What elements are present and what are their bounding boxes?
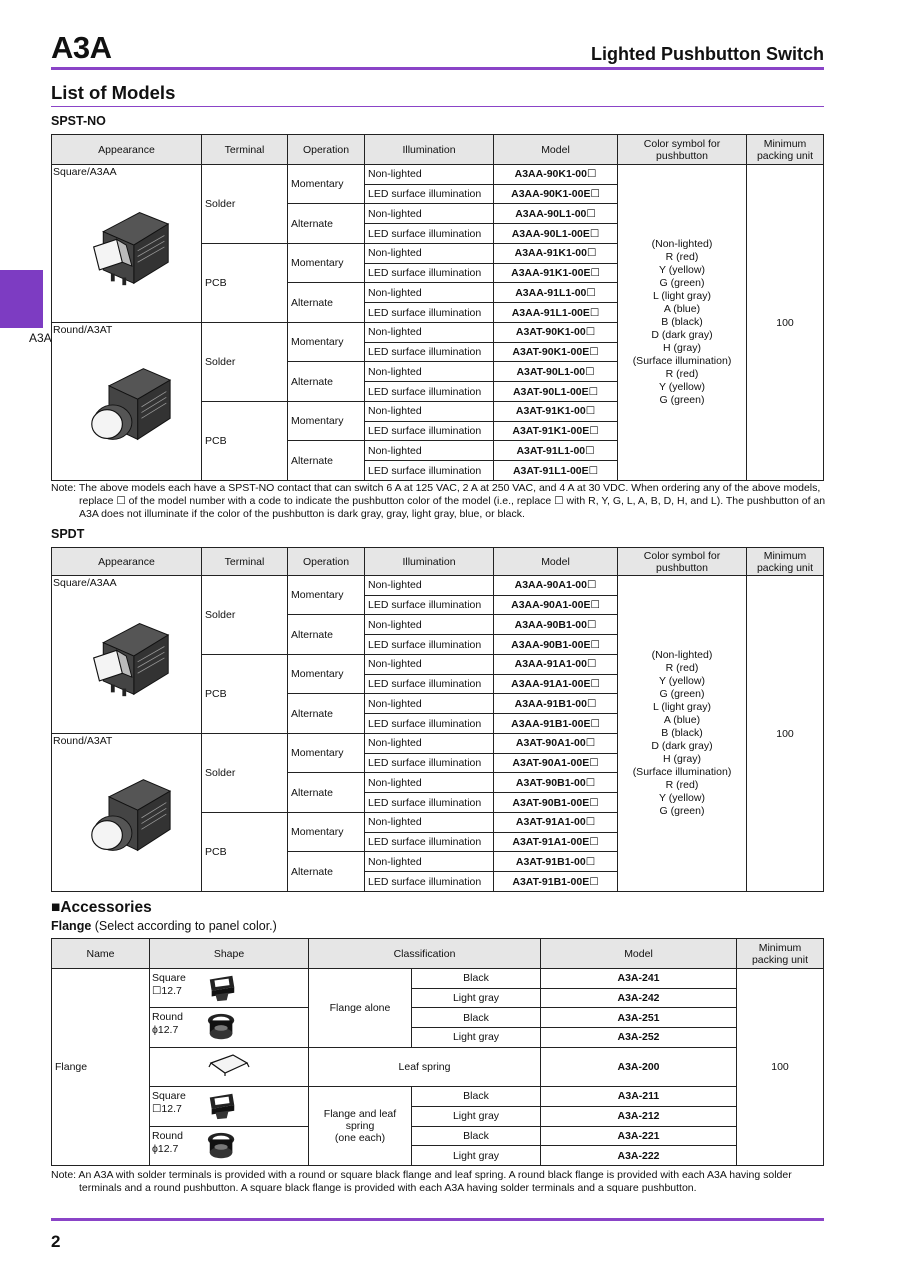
appearance-label: Round/A3AT [53,324,113,336]
side-tab [0,270,43,328]
model-cell: A3AA-90K1-00E☐ [494,184,618,204]
accessories-note: Note: An A3A with solder terminals is provided with a round or square black flange and leaf spring. A round black flange is provided with each A3A having solder terminals and a round pushbutton. A square black flange is provided with each A3A having solder terminals and a square pushbutton. [51,1169,792,1194]
col-terminal: Terminal [202,135,288,165]
operation-cell: Alternate [288,615,365,655]
operation-cell: Alternate [288,694,365,734]
illumination-cell: LED surface illumination [365,674,494,694]
terminal-cell: Solder [202,165,288,244]
operation-cell: Momentary [288,323,365,362]
model-cell: A3AT-90B1-00☐ [494,773,618,793]
model-cell: A3A-221 [541,1126,737,1146]
illumination-cell: Non-lighted [365,812,494,832]
color-cell: Light gray [412,1106,541,1126]
model-cell: A3AT-91A1-00☐ [494,812,618,832]
operation-cell: Alternate [288,362,365,402]
model-cell: A3AA-91A1-00E☐ [494,674,618,694]
illumination-cell: LED surface illumination [365,342,494,362]
color-symbols: (Non-lighted) R (red) Y (yellow) G (green) L (light gray) A (blue) B (black) D (dark gray) H (gray) (Surface illumination) R (red) Y (yellow) G (green) [618,576,747,892]
model-cell: A3A-251 [541,1008,737,1028]
model-cell: A3AA-90L1-00E☐ [494,224,618,244]
col-classification: Classification [309,939,541,969]
round-flange-image [206,1130,238,1162]
operation-cell: Momentary [288,165,365,204]
color-cell: Light gray [412,1028,541,1048]
operation-cell: Momentary [288,576,365,615]
illumination-cell: Non-lighted [365,694,494,714]
square-switch-image [82,614,178,700]
illumination-cell: LED surface illumination [365,595,494,615]
spst-note: Note: The above models each have a SPST-NO contact that can switch 6 A at 125 VAC, 2 A at 250 VAC, and 4 A at 30 VDC. When ordering any of the above models, replace ☐ of the model number with a code to indicate the pushbutton color of the model (i.e., replace ☐ with R, Y, G, L, A, B, D, H, and L). The pushbutton of an A3A does not illuminate if the color of the pushbutton is dark gray, gray, light gray, blue, or black. [51,482,826,520]
operation-cell: Momentary [288,654,365,694]
model-cell: A3AA-90K1-00☐ [494,165,618,185]
terminal-cell: PCB [202,654,288,733]
model-cell: A3A-211 [541,1087,737,1107]
appearance-label: Square/A3AA [53,166,117,178]
classification-cell: Flange and leaf spring (one each) [309,1087,412,1166]
model-cell: A3AT-90A1-00E☐ [494,753,618,773]
col-model: Model [494,135,618,165]
flange-heading [51,919,277,933]
operation-cell: Alternate [288,441,365,481]
model-cell: A3A-252 [541,1028,737,1048]
shape-cell [150,1008,309,1047]
illumination-cell: LED surface illumination [365,753,494,773]
illumination-cell: Non-lighted [365,576,494,596]
shape-cell [150,969,309,1008]
model-cell: A3AT-90K1-00☐ [494,323,618,343]
illumination-cell: LED surface illumination [365,303,494,323]
illumination-cell: Non-lighted [365,852,494,872]
model-cell: A3AT-91A1-00E☐ [494,832,618,852]
terminal-cell: Solder [202,323,288,402]
appearance-cell [52,323,202,481]
col-packing: Minimum packing unit [737,939,824,969]
shape-cell [150,1126,309,1165]
operation-cell: Momentary [288,401,365,441]
round-flange-image [206,1011,238,1043]
model-cell: A3AA-91K1-00E☐ [494,263,618,283]
model-cell: A3A-222 [541,1146,737,1166]
col-model: Model [541,939,737,969]
operation-cell: Momentary [288,243,365,283]
packing-cell: 100 [747,576,824,892]
col-appearance: Appearance [52,135,202,165]
illumination-cell: Non-lighted [365,204,494,224]
appearance-label: Square/A3AA [53,577,117,589]
illumination-cell: Non-lighted [365,243,494,263]
model-cell: A3A-212 [541,1106,737,1126]
col-name: Name [52,939,150,969]
model-cell: A3A-241 [541,969,737,989]
square-flange-image [206,972,238,1004]
model-cell: A3AA-91A1-00☐ [494,654,618,674]
model-cell: A3AA-90B1-00☐ [494,615,618,635]
terminal-cell: PCB [202,243,288,322]
page-number: 2 [51,1232,61,1251]
illumination-cell: Non-lighted [365,441,494,461]
spst-table [51,134,824,481]
col-packing: Minimum packing unit [747,135,824,165]
color-cell: Black [412,1126,541,1146]
illumination-cell: Non-lighted [365,773,494,793]
spst-heading: SPST-NO [51,114,106,128]
classification-cell: Leaf spring [309,1047,541,1086]
leaf-spring-image [206,1051,252,1079]
model-cell: A3AT-90L1-00☐ [494,362,618,382]
model-cell: A3AT-90A1-00☐ [494,734,618,754]
model-cell: A3AA-91K1-00☐ [494,243,618,263]
color-cell: Light gray [412,1146,541,1166]
col-color: Color symbol for pushbutton [618,135,747,165]
model-cell: A3AT-91L1-00E☐ [494,461,618,481]
spdt-table [51,547,824,892]
operation-cell: Alternate [288,283,365,323]
model-cell: A3AA-91L1-00E☐ [494,303,618,323]
flange-table [51,938,824,1166]
model-cell: A3AA-90L1-00☐ [494,204,618,224]
color-cell: Black [412,1087,541,1107]
flange-name: Flange [52,969,150,1166]
operation-cell: Alternate [288,852,365,892]
shape-cell [150,1047,309,1086]
packing-cell: 100 [737,969,824,1166]
col-appearance: Appearance [52,548,202,576]
illumination-cell: Non-lighted [365,401,494,421]
spdt-heading: SPDT [51,527,85,541]
col-packing: Minimum packing unit [747,548,824,576]
color-symbols: (Non-lighted) R (red) Y (yellow) G (green) L (light gray) A (blue) B (black) D (dark gray) H (gray) (Surface illumination) R (red) Y (yellow) G (green) [618,165,747,481]
shape-label: Round ϕ12.7 [152,1129,183,1155]
classification-cell: Flange alone [309,969,412,1048]
shape-cell [150,1087,309,1126]
illumination-cell: LED surface illumination [365,421,494,441]
flange-title: Flange [51,919,92,933]
model-cell: A3A-242 [541,988,737,1008]
model-cell: A3AA-90B1-00E☐ [494,635,618,655]
illumination-cell: LED surface illumination [365,224,494,244]
model-cell: A3AA-91L1-00☐ [494,283,618,303]
illumination-cell: Non-lighted [365,165,494,185]
col-model: Model [494,548,618,576]
side-tab-label: A3A [29,331,52,345]
round-switch-image [82,772,178,858]
col-illumination: Illumination [365,548,494,576]
illumination-cell: Non-lighted [365,734,494,754]
page-title: Lighted Pushbutton Switch [591,44,824,64]
illumination-cell: Non-lighted [365,283,494,303]
appearance-cell [52,576,202,734]
color-cell: Black [412,969,541,989]
shape-label: Square ☐12.7 [152,1090,186,1116]
operation-cell: Momentary [288,734,365,773]
illumination-cell: LED surface illumination [365,635,494,655]
terminal-cell: Solder [202,576,288,655]
color-cell: Light gray [412,988,541,1008]
shape-label: Square ☐12.7 [152,972,186,997]
illumination-cell: LED surface illumination [365,382,494,402]
col-color: Color symbol for pushbutton [618,548,747,576]
illumination-cell: Non-lighted [365,615,494,635]
model-cell: A3AT-91B1-00☐ [494,852,618,872]
model-cell: A3AT-91K1-00☐ [494,401,618,421]
model-cell: A3AT-90L1-00E☐ [494,382,618,402]
square-flange-image [206,1090,238,1122]
model-cell: A3AT-91K1-00E☐ [494,421,618,441]
illumination-cell: LED surface illumination [365,793,494,813]
model-cell: A3AA-91B1-00E☐ [494,714,618,734]
col-shape: Shape [150,939,309,969]
model-cell: A3AA-90A1-00☐ [494,576,618,596]
model-cell: A3AT-90B1-00E☐ [494,793,618,813]
product-code: A3A [51,30,112,65]
model-cell: A3AT-90K1-00E☐ [494,342,618,362]
model-cell: A3A-200 [541,1047,737,1086]
col-operation: Operation [288,548,365,576]
packing-cell: 100 [747,165,824,481]
header-rule [51,67,824,70]
appearance-cell [52,734,202,892]
model-cell: A3AA-90A1-00E☐ [494,595,618,615]
illumination-cell: LED surface illumination [365,832,494,852]
col-terminal: Terminal [202,548,288,576]
terminal-cell: Solder [202,734,288,813]
flange-subtitle: (Select according to panel color.) [91,919,277,933]
appearance-cell [52,165,202,323]
illumination-cell: LED surface illumination [365,714,494,734]
illumination-cell: Non-lighted [365,362,494,382]
footer-rule [51,1218,824,1221]
model-cell: A3AT-91L1-00☐ [494,441,618,461]
model-cell: A3AT-91B1-00E☐ [494,872,618,892]
section-rule [51,106,824,107]
col-operation: Operation [288,135,365,165]
operation-cell: Alternate [288,773,365,813]
illumination-cell: LED surface illumination [365,263,494,283]
illumination-cell: Non-lighted [365,654,494,674]
round-switch-image [82,361,178,447]
appearance-label: Round/A3AT [53,735,113,747]
terminal-cell: PCB [202,401,288,480]
shape-label: Round ϕ12.7 [152,1011,183,1037]
operation-cell: Momentary [288,812,365,852]
color-cell: Black [412,1008,541,1028]
square-switch-image [82,203,178,289]
illumination-cell: LED surface illumination [365,461,494,481]
col-illumination: Illumination [365,135,494,165]
illumination-cell: LED surface illumination [365,872,494,892]
operation-cell: Alternate [288,204,365,244]
terminal-cell: PCB [202,812,288,891]
accessories-heading: ■Accessories [51,899,152,916]
section-title: List of Models [51,82,176,103]
illumination-cell: LED surface illumination [365,184,494,204]
illumination-cell: Non-lighted [365,323,494,343]
model-cell: A3AA-91B1-00☐ [494,694,618,714]
